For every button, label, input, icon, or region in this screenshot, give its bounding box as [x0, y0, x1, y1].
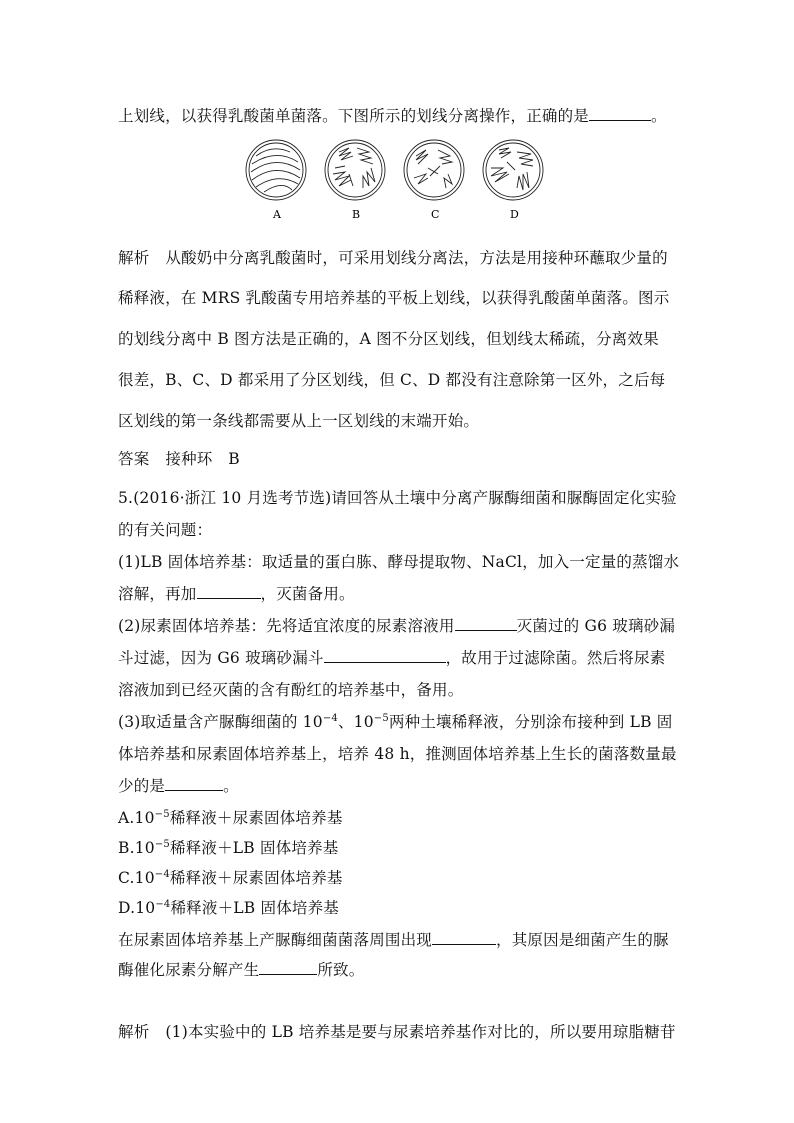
question-stem-line — [118, 104, 667, 126]
stem-text: 上划线，以获得乳酸菌单菌落。下图所示的划线分离操作，正确的是 — [118, 107, 590, 125]
analysis-line: 很差，B、C、D 都采用了分区划线，但 C、D 都没有注意除第一区外，之后每 — [118, 371, 666, 389]
label-c: C — [431, 208, 440, 221]
q5-title: 的有关问题： — [118, 521, 213, 539]
q5-sub2: (2)尿素固体培养基：先将适宜浓度的尿素溶液用 灭菌过的 G6 玻璃砂漏 — [118, 617, 676, 635]
analysis-label: 解析 — [118, 249, 150, 267]
stem-end: 。 — [651, 107, 667, 125]
q5-sub4: 在尿素固体培养基上产脲酶细菌菌落周围出现 ，其原因是细菌产生的脲 — [118, 931, 669, 949]
answer-line — [118, 447, 240, 469]
answer-text: 接种环 B — [165, 450, 240, 468]
label-d: D — [510, 208, 519, 221]
option-a[interactable]: $A.10^{-5}$稀释液＋尿素固体培养基 — [118, 808, 343, 827]
answer-blank[interactable] — [589, 106, 651, 121]
label-a: A — [273, 208, 281, 221]
plate-a — [246, 140, 306, 200]
q5-sub4: 酶催化尿素分解产生 所致。 — [118, 961, 365, 979]
analysis-line: 区划线的第一条线都需要从上一区划线的末端开始。 — [118, 412, 480, 430]
option-b[interactable]: $B.10^{-5}$稀释液＋LB 固体培养基 — [118, 838, 339, 857]
label-b: B — [352, 208, 361, 221]
option-c[interactable]: $C.10^{-4}$稀释液＋尿素固体培养基 — [118, 868, 343, 887]
answer-blank[interactable] — [197, 584, 261, 599]
option-d[interactable]: $D.10^{-4}$稀释液＋LB 固体培养基 — [118, 898, 339, 917]
answer-blank[interactable] — [324, 648, 446, 663]
answer-blank[interactable] — [259, 960, 317, 975]
plate-c — [404, 140, 464, 200]
q5-sub3: 体培养基和尿素固体培养基上，培养 48 h，推测固体培养基上生长的菌落数量最 — [118, 745, 677, 763]
plate-d — [483, 140, 543, 200]
analysis-label: 解析 — [118, 1023, 150, 1041]
plate-b — [325, 140, 385, 200]
q5-sub1: 溶解，再加 ，灭菌备用。 — [118, 585, 355, 603]
q5-sub1: (1)LB 固体培养基：取适量的蛋白胨、酵母提取物、NaCl，加入一定量的蒸馏水 — [118, 553, 680, 571]
answer-label: 答案 — [118, 450, 150, 468]
q5-sub2: 溶液加到已经灭菌的含有酚红的培养基中，备用。 — [118, 681, 464, 699]
q5-title: 5.(2016·浙江 10 月选考节选)请回答从土壤中分离产脲酶细菌和脲酶固定化实验 — [118, 489, 677, 507]
analysis2-line: 解析 (1)本实验中的 LB 培养基是要与尿素培养基作对比的，所以要用琼脂糖苷 — [118, 1023, 676, 1041]
analysis-line: 解析 从酸奶中分离乳酸菌时，可采用划线分离法，方法是用接种环蘸取少量的 — [118, 249, 668, 267]
answer-blank[interactable] — [432, 930, 496, 945]
answer-blank[interactable] — [455, 616, 517, 631]
q5-sub3: 少的是 。 — [118, 777, 239, 795]
analysis-line: 稀释液，在 MRS 乳酸菌专用培养基的平板上划线，以获得乳酸菌单菌落。图示 — [118, 289, 670, 307]
streak-plate-figure — [244, 138, 556, 222]
analysis-line: 的划线分离中 B 图方法是正确的，A 图不分区划线，但划线太稀疏，分离效果 — [118, 330, 659, 348]
q5-sub3: (3)取适量含产脲酶细菌的 $10^{-4}$、$10^{-5}$两种土壤稀释液，分别涂布接种到 LB 固 — [118, 712, 673, 731]
q5-sub2: 斗过滤，因为 G6 玻璃砂漏斗 ，故用于过滤除菌。然后将尿素 — [118, 649, 666, 667]
answer-blank[interactable] — [165, 776, 223, 791]
